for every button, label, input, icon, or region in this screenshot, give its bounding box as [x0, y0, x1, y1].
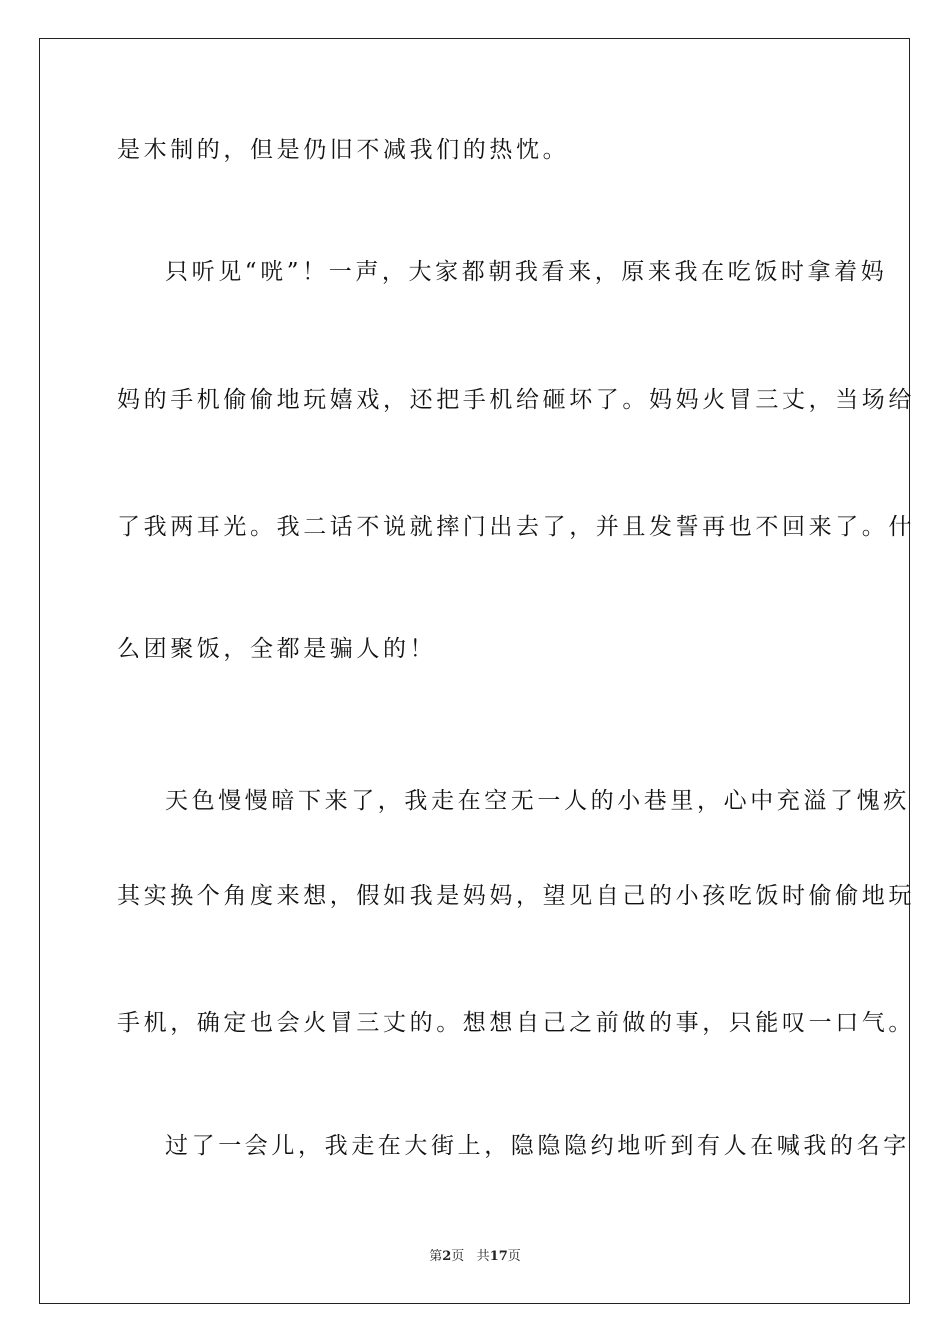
text-line-2: 只听见“咣”！一声，大家都朝我看来，原来我在吃饭时拿着妈	[165, 259, 888, 285]
total-pages: 17	[489, 1249, 508, 1264]
text-line-4: 了我两耳光。我二话不说就摔门出去了，并且发誓再也不回来了。什	[117, 514, 915, 540]
page-number: 2	[442, 1249, 452, 1264]
total-prefix: 共	[476, 1249, 490, 1264]
total-suffix: 页	[507, 1249, 521, 1264]
page-prefix: 第	[429, 1249, 443, 1264]
text-line-6: 天色慢慢暗下来了，我走在空无一人的小巷里，心中充溢了愧疚	[165, 788, 910, 814]
page-border	[39, 38, 915, 1304]
text-line-1: 是木制的，但是仍旧不减我们的热忱。	[117, 137, 570, 163]
text-line-5: 么团聚饭，全都是骗人的！	[117, 636, 437, 662]
text-line-9: 过了一会儿，我走在大街上，隐隐隐约地听到有人在喊我的名字	[165, 1133, 910, 1159]
text-line-3: 妈的手机偷偷地玩嬉戏，还把手机给砸坏了。妈妈火冒三丈，当场给	[117, 387, 915, 413]
text-line-8: 手机，确定也会火冒三丈的。想想自己之前做的事，只能叹一口气。	[117, 1010, 915, 1036]
page-footer	[0, 1248, 950, 1266]
page-suffix: 页	[451, 1249, 465, 1264]
text-line-7: 其实换个角度来想，假如我是妈妈，望见自己的小孩吃饭时偷偷地玩	[117, 883, 915, 909]
